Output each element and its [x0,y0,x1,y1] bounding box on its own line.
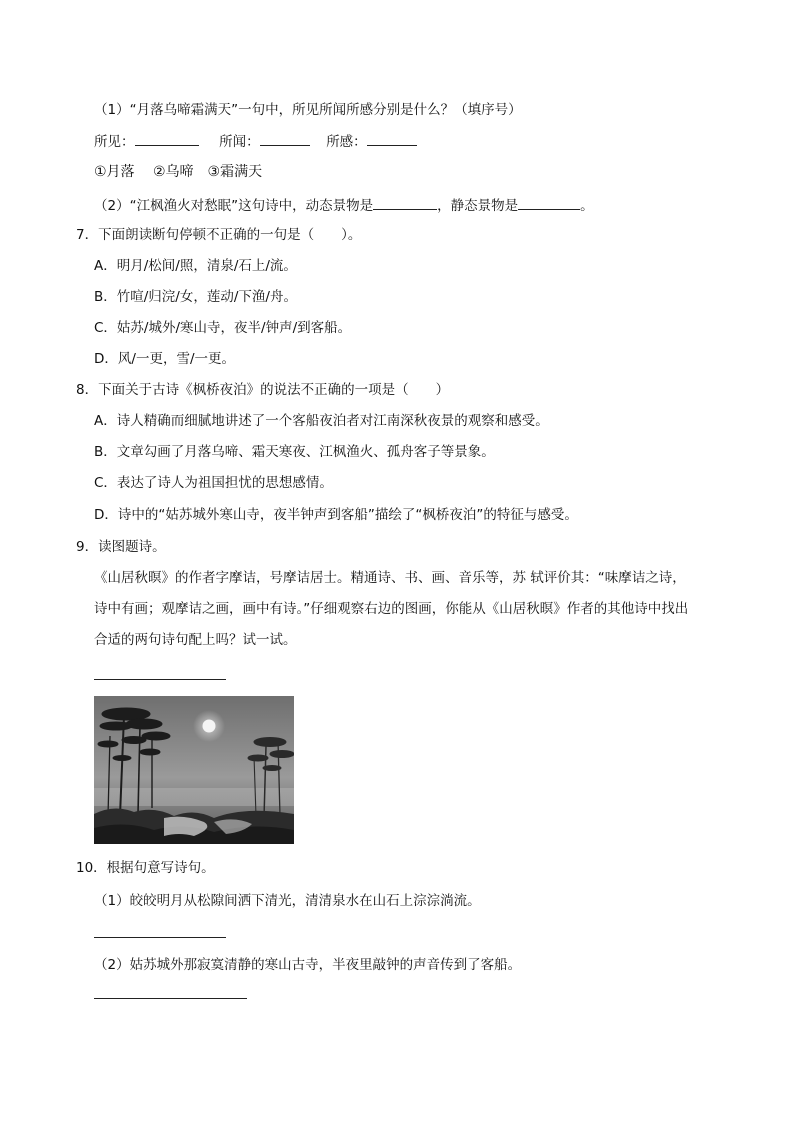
q7-option-d: D．风/一更，雪/一更。 [94,351,235,367]
q6-sub2 [94,195,594,216]
q10-stem: 10．根据句意写诗句。 [76,860,215,876]
q6-seen-label: 所见： [94,134,135,150]
q7-option-b: B．竹喧/归浣/女，莲动/下渔/舟。 [94,289,297,305]
q6-seen-blank[interactable] [135,131,199,146]
q6-dynamic-blank[interactable] [373,195,437,210]
q10-sub1: （1）皎皎明月从松隙间洒下清光，清清泉水在山石上淙淙淌流。 [94,893,481,909]
q10-sub1-answer-line[interactable] [94,937,226,938]
q10-sub2-answer-line[interactable] [94,998,247,999]
q6-sub1-text: （1）“月落乌啼霜满天”一句中，所见所闻所感分别是什么？（填序号） [94,102,522,118]
q8-stem: 8．下面关于古诗《枫桥夜泊》的说法不正确的一项是（ ） [76,382,450,398]
moonlit-pine-painting [94,696,294,844]
q7-option-a: A．明月/松间/照，清泉/石上/流。 [94,258,297,274]
q9-answer-line[interactable] [94,679,226,680]
q6-answer-row [94,131,417,152]
q9-paragraph-line-3: 合适的两句诗句配上吗？试一试。 [94,632,297,648]
q6-felt-label: 所感： [326,134,367,150]
q6-sub2-prefix: （2）“江枫渔火对愁眠”这句诗中，动态景物是 [94,198,374,214]
q9-stem: 9．读图题诗。 [76,539,166,555]
q7-option-c: C．姑苏/城外/寒山寺，夜半/钟声/到客船。 [94,320,352,336]
q6-heard-blank[interactable] [260,131,310,146]
q8-option-b: B．文章勾画了月落乌啼、霜天寒夜、江枫渔火、孤舟客子等景象。 [94,444,495,460]
q6-static-blank[interactable] [518,195,580,210]
q6-heard-label: 所闻： [219,134,260,150]
q6-felt-blank[interactable] [367,131,417,146]
q7-stem: 7．下面朗读断句停顿不正确的一句是（ ）。 [76,227,362,243]
q10-sub2: （2）姑苏城外那寂寞清静的寒山古寺，半夜里敲钟的声音传到了客船。 [94,957,522,973]
q8-option-d: D．诗中的“姑苏城外寒山寺，夜半钟声到客船”描绘了“枫桥夜泊”的特征与感受。 [94,507,578,523]
q8-option-c: C．表达了诗人为祖国担忧的思想感情。 [94,475,333,491]
q9-paragraph-line-1: 《山居秋暝》的作者字摩诘，号摩诘居士。精通诗、书、画、音乐等，苏 轼评价其：“味摩诘之诗， [94,570,686,586]
q9-paragraph-line-2: 诗中有画；观摩诘之画，画中有诗。”仔细观察右边的图画，你能从《山居秋暝》作者的其他诗中找出 [94,601,689,617]
q6-sub2-suffix: 。 [580,198,594,214]
q8-option-a: A．诗人精确而细腻地讲述了一个客船夜泊者对江南深秋夜景的观察和感受。 [94,413,549,429]
q6-sub2-middle: ，静态景物是 [437,198,519,214]
q6-options: ①月落 ②乌啼 ③霜满天 [94,164,263,180]
